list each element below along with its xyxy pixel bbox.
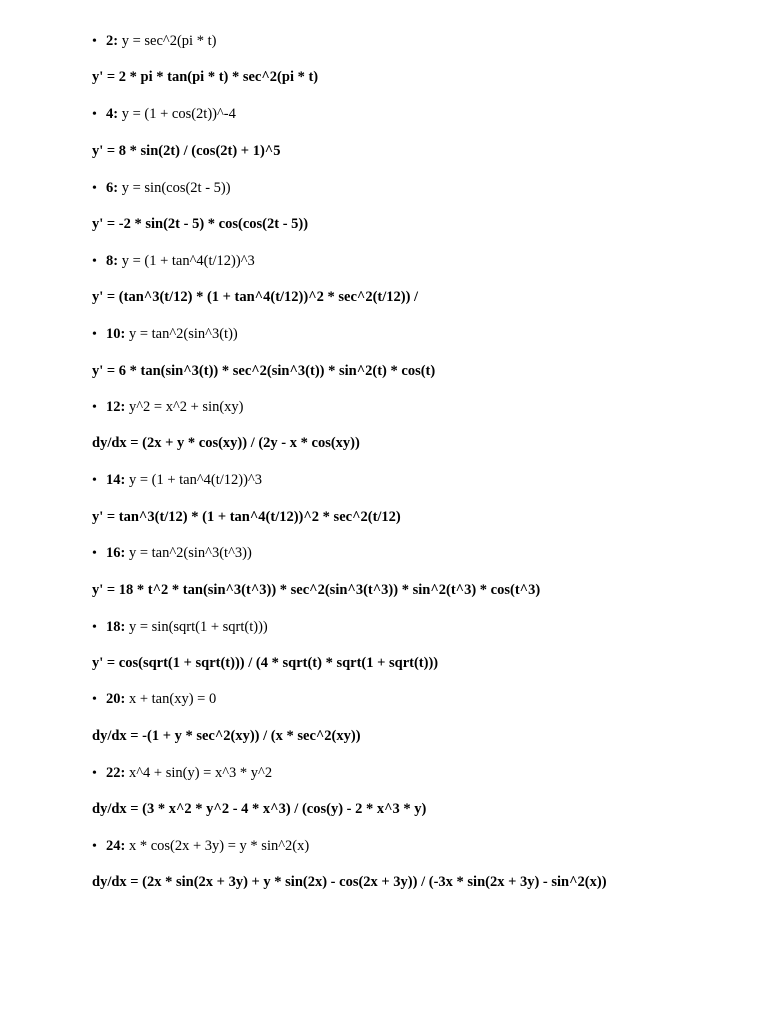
problem-equation: x * cos(2x + 3y) = y * sin^2(x) [128, 838, 310, 854]
problem-item [92, 617, 268, 637]
problem-item [92, 31, 216, 51]
answer-line: dy/dx = -(1 + y * sec^2(xy)) / (x * sec^2(xy)) [92, 728, 361, 744]
problem-number: 18: [106, 619, 126, 635]
bullet-icon: • [92, 327, 97, 342]
problem-item [92, 324, 238, 344]
problem-item [92, 397, 244, 417]
problem-number: 14: [106, 472, 126, 488]
answer-line: y' = 2 * pi * tan(pi * t) * sec^2(pi * t) [92, 69, 319, 85]
problem-number: 16: [106, 545, 126, 561]
bullet-icon: • [92, 34, 97, 49]
bullet-icon: • [92, 839, 97, 854]
bullet-icon: • [92, 692, 97, 707]
problem-item [92, 470, 262, 490]
answer-line: y' = 8 * sin(2t) / (cos(2t) + 1)^5 [92, 143, 281, 159]
answer-line: dy/dx = (2x + y * cos(xy)) / (2y - x * cos(xy)) [92, 435, 360, 451]
problem-number: 10: [106, 326, 126, 342]
answer-line: y' = cos(sqrt(1 + sqrt(t))) / (4 * sqrt(t) * sqrt(1 + sqrt(t))) [92, 655, 439, 671]
answer-line: y' = 18 * t^2 * tan(sin^3(t^3)) * sec^2(sin^3(t^3)) * sin^2(t^3) * cos(t^3) [92, 582, 541, 598]
bullet-icon: • [92, 181, 97, 196]
problem-number: 8: [106, 253, 119, 269]
problem-equation: y = tan^2(sin^3(t)) [128, 326, 238, 342]
answer-line: dy/dx = (2x * sin(2x + 3y) + y * sin(2x) - cos(2x + 3y)) / (-3x * sin(2x + 3y) - sin^2(x)) [92, 874, 607, 890]
problem-equation: y = (1 + tan^4(t/12))^3 [128, 472, 263, 488]
problem-equation: y = tan^2(sin^3(t^3)) [128, 545, 252, 561]
problem-number: 20: [106, 691, 126, 707]
problem-number: 12: [106, 399, 126, 415]
problem-equation: y^2 = x^2 + sin(xy) [128, 399, 244, 415]
answer-line: y' = tan^3(t/12) * (1 + tan^4(t/12))^2 * sec^2(t/12) [92, 509, 401, 525]
problem-item [92, 689, 216, 709]
problem-number: 22: [106, 765, 126, 781]
problem-equation: x + tan(xy) = 0 [128, 691, 217, 707]
problem-number: 24: [106, 838, 126, 854]
bullet-icon: • [92, 620, 97, 635]
bullet-icon: • [92, 546, 97, 561]
answer-line: y' = 6 * tan(sin^3(t)) * sec^2(sin^3(t)) * sin^2(t) * cos(t) [92, 363, 436, 379]
problem-item [92, 836, 309, 856]
problem-equation: y = (1 + tan^4(t/12))^3 [121, 253, 255, 269]
problem-number: 6: [106, 180, 119, 196]
bullet-icon: • [92, 473, 97, 488]
bullet-icon: • [92, 766, 97, 781]
problem-item [92, 543, 252, 563]
bullet-icon: • [92, 107, 97, 122]
bullet-icon: • [92, 400, 97, 415]
problem-number: 2: [106, 33, 119, 49]
problem-item [92, 104, 236, 124]
answer-line: dy/dx = (3 * x^2 * y^2 - 4 * x^3) / (cos(y) - 2 * x^3 * y) [92, 801, 427, 817]
problem-equation: y = (1 + cos(2t))^-4 [121, 106, 236, 122]
problem-number: 4: [106, 106, 119, 122]
answer-line: y' = -2 * sin(2t - 5) * cos(cos(2t - 5)) [92, 216, 309, 232]
problem-item [92, 178, 231, 198]
problem-item [92, 763, 272, 783]
answer-line: y' = (tan^3(t/12) * (1 + tan^4(t/12))^2 * sec^2(t/12)) / [92, 289, 419, 305]
bullet-icon: • [92, 254, 97, 269]
problem-equation: x^4 + sin(y) = x^3 * y^2 [128, 765, 273, 781]
problem-equation: y = sin(sqrt(1 + sqrt(t))) [128, 619, 268, 635]
problem-item [92, 251, 255, 271]
problem-equation: y = sin(cos(2t - 5)) [121, 180, 231, 196]
problem-equation: y = sec^2(pi * t) [121, 33, 217, 49]
